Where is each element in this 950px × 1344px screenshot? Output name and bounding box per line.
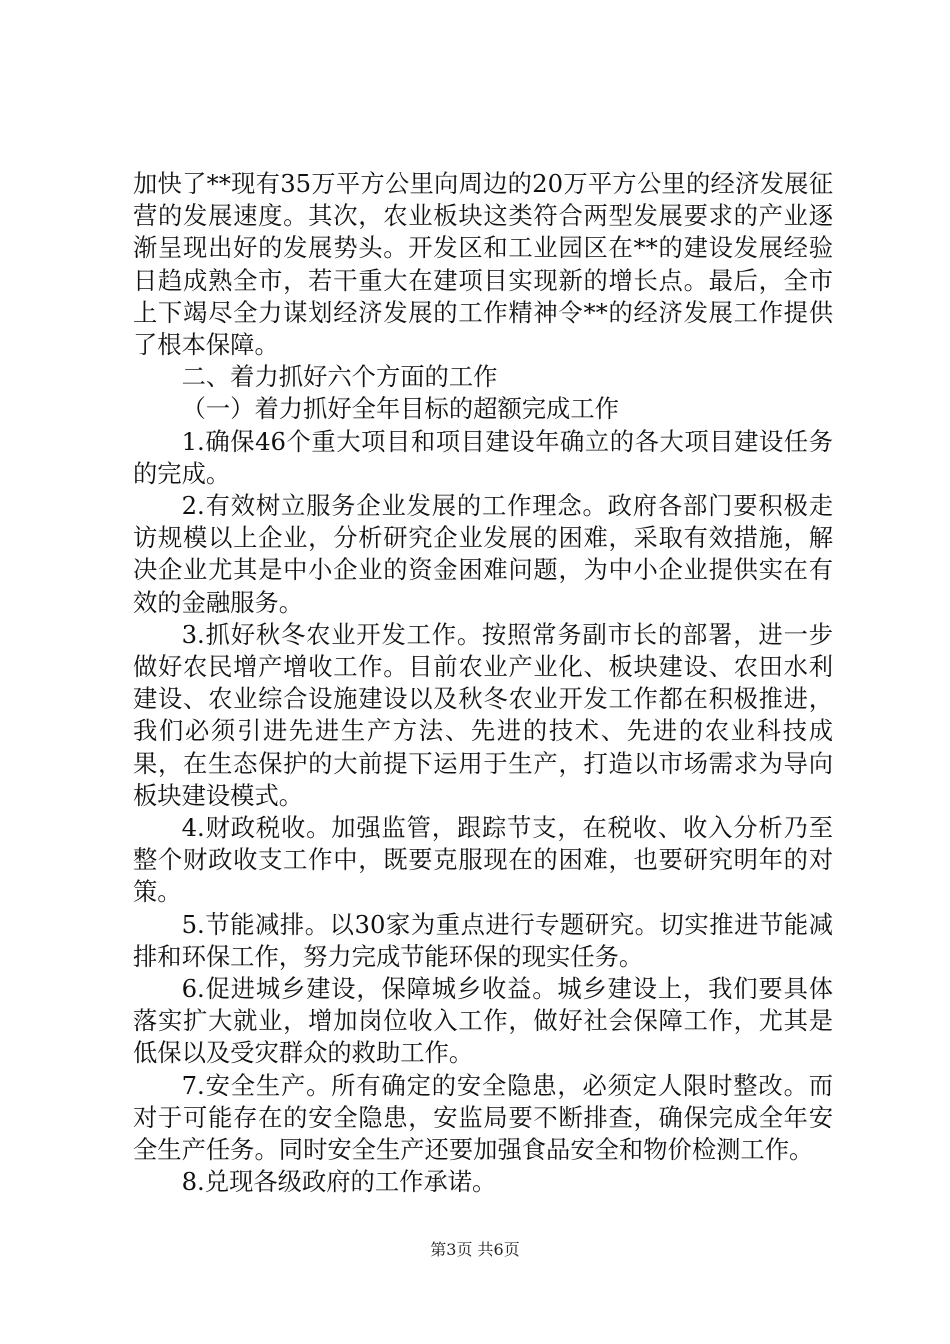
list-item-6: 6.促进城乡建设，保障城乡收益。城乡建设上，我们要具体落实扩大就业，增加岗位收入工作，做好社会保障工作，尤其是低保以及受灾群众的救助工作。	[133, 974, 833, 1068]
list-item-8: 8.兑现各级政府的工作承诺。	[181, 1167, 497, 1197]
paragraph-continuation: 加快了**现有35万平方公里向周边的20万平方公里的经济发展征营的发展速度。其次，农业板块这类符合两型发展要求的产业逐渐呈现出好的发展势头。开发区和工业园区在**的建设发展经验日趋成熟全市，若干重大在建项目实现新的增长点。最后，全市上下竭尽全力谋划经济发展的工作精神令**的经济发展工作提供了根本保障。	[133, 169, 833, 360]
list-item-5: 5.节能减排。以30家为重点进行专题研究。切实推进节能减排和环保工作，努力完成节能环保的现实任务。	[133, 909, 833, 971]
list-item-7: 7.安全生产。所有确定的安全隐患，必须定人限时整改。而对于可能存在的安全隐患，安监局要不断排查，确保完成全年安全生产任务。同时安全生产还要加强食品安全和物价检测工作。	[133, 1070, 833, 1165]
list-item-3: 3.抓好秋冬农业开发工作。按照常务副市长的部署，进一步做好农民增产增收工作。目前农业产业化、板块建设、农田水利建设、农业综合设施建设以及秋冬农业开发工作都在积极推进，我们必须引进先进生产方法、先进的技术、先进的农业科技成果，在生态保护的大前提下运用于生产，打造以市场需求为导向板块建设模式。	[133, 619, 833, 810]
document-body	[133, 168, 833, 1199]
list-item-4: 4.财政税收。加强监管，跟踪节支，在税收、收入分析乃至整个财政收支工作中，既要克服现在的困难，也要研究明年的对策。	[133, 813, 833, 907]
list-item-2: 2.有效树立服务企业发展的工作理念。政府各部门要积极走访规模以上企业，分析研究企业发展的困难，采取有效措施，解决企业尤其是中小企业的资金困难问题，为中小企业提供实在有效的金融服务。	[133, 491, 833, 617]
section-heading: 二、着力抓好六个方面的工作	[181, 362, 498, 392]
page-footer: 第3页 共6页	[430, 1240, 520, 1259]
subsection-heading: （一）着力抓好全年目标的超额完成工作	[181, 394, 619, 424]
list-item-1: 1.确保46个重大项目和项目建设年确立的各大项目建设任务的完成。	[133, 426, 833, 488]
